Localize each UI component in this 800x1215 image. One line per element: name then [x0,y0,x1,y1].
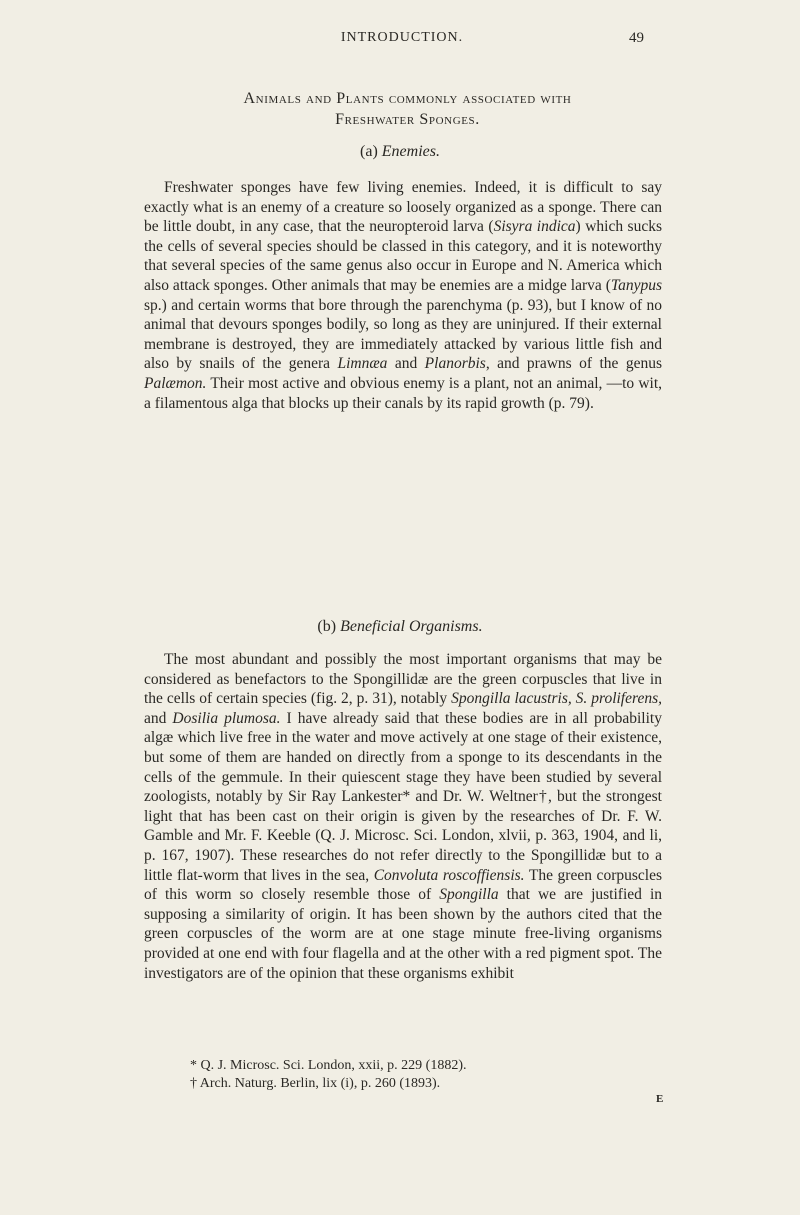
footnote-2: † Arch. Naturg. Berlin, lix (i), p. 260 (1893). [190,1076,441,1091]
italic-run: Sisyra indica [493,218,576,236]
text-run: and [387,355,425,373]
running-head [160,30,644,50]
subsection-b-heading [0,618,800,636]
italic-run: Spongilla [439,886,499,904]
paragraph-enemies-text [144,178,662,413]
section-heading-line-2: Freshwater Sponges. [335,111,480,128]
italic-run: Planorbis [424,355,486,373]
text-run: Freshwater sponges have few living enemies. Indeed, it is difficult to say exactly what is an enemy of a creature so loosely organized as a sponge. There can be little doubt, in any case, that the neuropteroid larva ( [144,179,662,236]
paragraph-beneficial [144,650,662,983]
italic-run: Palæmon. [144,374,207,392]
subsection-a-title: Enemies. [381,143,440,160]
footnotes [190,1057,670,1093]
italic-run: Limnæa [337,355,388,373]
text-run: The most abundant and possibly the most important organisms that may be considered as benefactors to the Spongillidæ are the green corpuscles that live in the cells of certain species (fig. 2, p. 31), notably [144,651,662,708]
running-title: INTRODUCTION. [340,30,464,45]
italic-run: Dosilia plumosa. [172,709,281,727]
italic-run: Convoluta roscoffiensis. [373,866,525,884]
footnote-1: * Q. J. Microsc. Sci. London, xxii, p. 229 (1882). [190,1058,467,1073]
subsection-a-heading [0,143,800,161]
subsection-b-title: Beneficial Organisms. [340,618,483,635]
section-heading [160,88,655,130]
text-run: that we are justified in supposing a similarity of origin. It has been shown by the authors cited that the green corpuscles of the worm are at one stage minute free-living organisms provided at one end with four flagella and at the other with a red pigment spot. The investigators are of the opinion that these organisms exhibit [144,886,663,982]
section-heading-line-1: Animals and Plants commonly associated with [243,90,572,107]
text-run: Their most active and obvious enemy is a plant, not an animal, —to wit, a filamentous alga that blocks up their canals by its rapid growth (p. 79). [144,374,662,412]
subsection-a-marker: (a) [360,143,382,160]
page-number: 49 [629,30,644,46]
paragraph-beneficial-text [144,650,662,983]
text-run: The green corpuscles of this worm so closely resemble those of [144,866,662,904]
italic-run: Tanypus [610,276,662,294]
paragraph-enemies [144,178,662,413]
italic-run: Spongilla lacustris, S. proliferens, [451,690,662,708]
signature-mark: E [656,1093,664,1105]
text-run: , and prawns of the genus [485,355,662,373]
text-run: ) which sucks the cells of several species should be classed in this category, and it is noteworthy that several species of the same genus also occur in Europe and N. America which also attack sponges. Other animals that may be enemies are a midge larva ( [144,218,662,294]
subsection-b-marker: (b) [317,618,341,635]
text-run: I have already said that these bodies are in all probability algæ which live free in the water and move actively at one stage of their existence, but some of them are handed on directly from a sponge to its descendants in the cells of the gemmule. In their quiescent stage they have been studied by several zoologists, notably by Sir Ray Lankester* and Dr. W. Weltner†, but the strongest light that has been cast on their origin is given by the researches of Dr. F. W. Gamble and Mr. F. Keeble (Q. J. Microsc. Sci. London, xlvii, p. 363, 1904, and li, p. 167, 1907). These researches do not refer directly to the Spongillidæ but to a little flat-worm that lives in the sea, [144,709,662,884]
text-run: and [144,709,173,727]
text-run: sp.) and certain worms that bore through the parenchyma (p. 93), but I know of no animal that devours sponges bodily, so long as they are uninjured. If their external membrane is destroyed, they are immediately attacked by various little fish and also by snails of the genera [144,296,662,373]
